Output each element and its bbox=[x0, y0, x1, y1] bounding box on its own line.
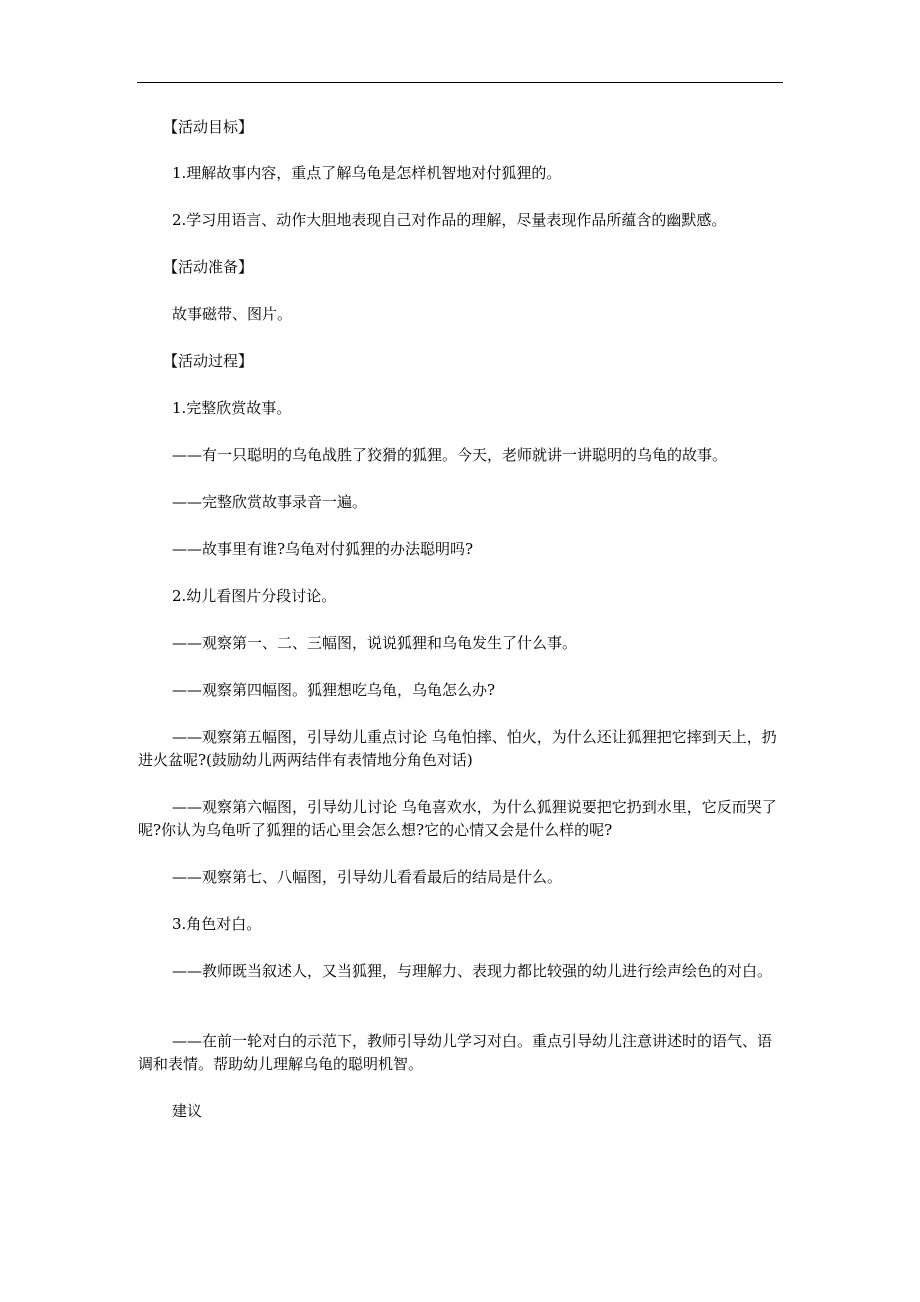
header-rule bbox=[137, 82, 783, 83]
process-item: ——故事里有谁?乌龟对付狐狸的办法聪明吗? bbox=[172, 540, 474, 558]
process-item: ——教师既当叙述人，又当狐狸，与理解力、表现力都比较强的幼儿进行绘声绘色的对白。 bbox=[172, 962, 773, 980]
process-item: ——观察第四幅图。狐狸想吃乌龟，乌龟怎么办? bbox=[172, 681, 496, 699]
suggestion-heading: 建议 bbox=[172, 1102, 203, 1120]
section-heading-preparation: 【活动准备】 bbox=[163, 258, 254, 276]
process-item: ——有一只聪明的乌龟战胜了狡猾的狐狸。今天，老师就讲一讲聪明的乌龟的故事。 bbox=[172, 446, 728, 464]
process-item: ——观察第一、二、三幅图，说说狐狸和乌龟发生了什么事。 bbox=[172, 634, 578, 652]
goal-item-1: 1.理解故事内容，重点了解乌龟是怎样机智地对付狐狸的。 bbox=[172, 164, 562, 182]
process-item: ——观察第六幅图，引导幼儿讨论 乌龟喜欢水，为什么狐狸说要把它扔到水里，它反而哭了呢?你认为乌龟听了狐狸的话心里会怎么想?它的心情又会是什么样的呢? bbox=[138, 798, 777, 839]
process-item: ——完整欣赏故事录音一遍。 bbox=[172, 493, 368, 511]
process-item: ——在前一轮对白的示范下，教师引导幼儿学习对白。重点引导幼儿注意讲述时的语气、语调和表情。帮助幼儿理解乌龟的聪明机智。 bbox=[138, 1032, 773, 1073]
process-step-1: 1.完整欣赏故事。 bbox=[172, 399, 292, 417]
process-item: ——观察第五幅图，引导幼儿重点讨论 乌龟怕摔、怕火，为什么还让狐狸把它摔到天上，扔进火盆呢?(鼓励幼儿两两结伴有表情地分角色对话) bbox=[138, 728, 777, 769]
section-heading-process: 【活动过程】 bbox=[163, 352, 254, 370]
process-step-3: 3.角色对白。 bbox=[172, 915, 262, 933]
preparation-text: 故事磁带、图片。 bbox=[172, 305, 293, 323]
section-heading-goals: 【活动目标】 bbox=[163, 118, 254, 136]
process-step-2: 2.幼儿看图片分段讨论。 bbox=[172, 587, 337, 605]
goal-item-2: 2.学习用语言、动作大胆地表现自己对作品的理解，尽量表现作品所蕴含的幽默感。 bbox=[172, 211, 727, 229]
process-item: ——观察第七、八幅图，引导幼儿看看最后的结局是什么。 bbox=[172, 868, 563, 886]
